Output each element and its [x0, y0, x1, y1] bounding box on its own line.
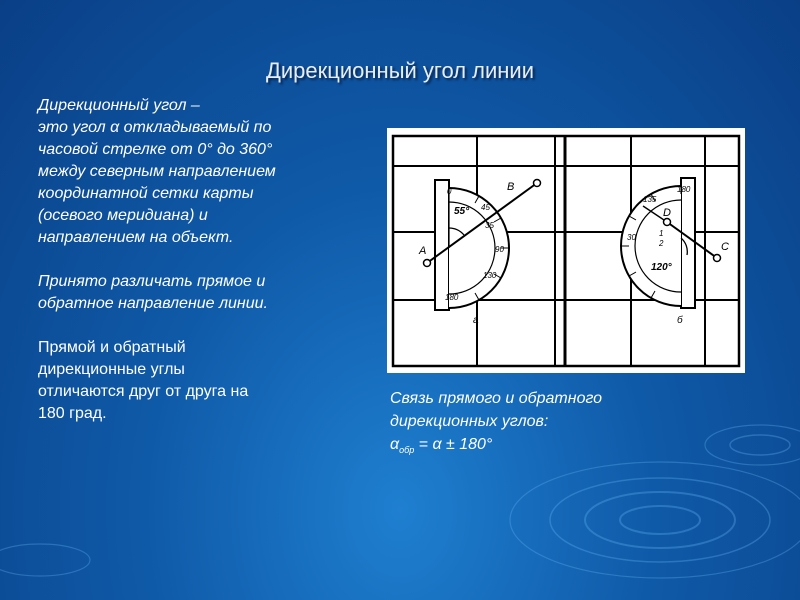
point-c-label: С	[721, 241, 729, 253]
point-b-label: В	[507, 181, 515, 193]
difference-line: дирекционные углы	[38, 361, 185, 378]
formula-rest: = α ± 180°	[414, 436, 493, 453]
note-line: Принято различать прямое и	[38, 273, 266, 290]
panel-b-label: б	[677, 315, 683, 326]
caption-formula	[390, 433, 710, 462]
tick-label: 130	[483, 271, 497, 280]
tick-label: 45	[481, 203, 490, 212]
tick-label: 1	[659, 229, 664, 238]
directional-angle-figure	[387, 128, 745, 373]
caption-line: Связь прямого и обратного	[390, 390, 603, 407]
tick-label: 0	[447, 187, 452, 196]
difference-line: 180 град.	[38, 405, 107, 422]
formula-alpha: α	[390, 436, 400, 453]
panel-a-label: а	[473, 315, 479, 326]
difference-line: отличаются друг от друга на	[38, 383, 249, 400]
definition-line: направлением на объект.	[38, 229, 234, 246]
slide-title: Дирекционный угол линии	[265, 58, 535, 83]
tick-label: 35	[485, 221, 494, 230]
figure-caption	[390, 387, 710, 462]
definition-line: часовой стрелке от 0° до 360°	[38, 141, 273, 158]
caption-line: дирекционных углов:	[390, 413, 549, 430]
left-protractor	[424, 180, 541, 311]
note-line: обратное направление линии.	[38, 295, 268, 312]
difference-line: Прямой и обратный	[38, 339, 186, 356]
tick-label: 135	[643, 195, 657, 204]
definition-line: Дирекционный угол –	[38, 97, 200, 114]
tick-label: 30	[627, 233, 636, 242]
point-a-label: A	[419, 245, 427, 257]
right-angle-label: 120°	[651, 262, 672, 273]
tick-label: 2	[659, 239, 664, 248]
definition-line: между северным направлением	[38, 163, 276, 180]
tick-label: 180	[677, 185, 691, 194]
tick-label: 180	[445, 293, 459, 302]
definition-line: (осевого меридиана) и	[38, 207, 208, 224]
left-angle-label: 55°	[454, 206, 470, 217]
definition-line: координатной сетки карты	[38, 185, 254, 202]
tick-label: 90	[495, 245, 504, 254]
point-d-label: D	[663, 207, 671, 219]
formula-subscript: обр	[399, 445, 415, 456]
definition-text-block	[38, 95, 358, 425]
definition-line: это угол α откладываемый по	[38, 119, 272, 136]
